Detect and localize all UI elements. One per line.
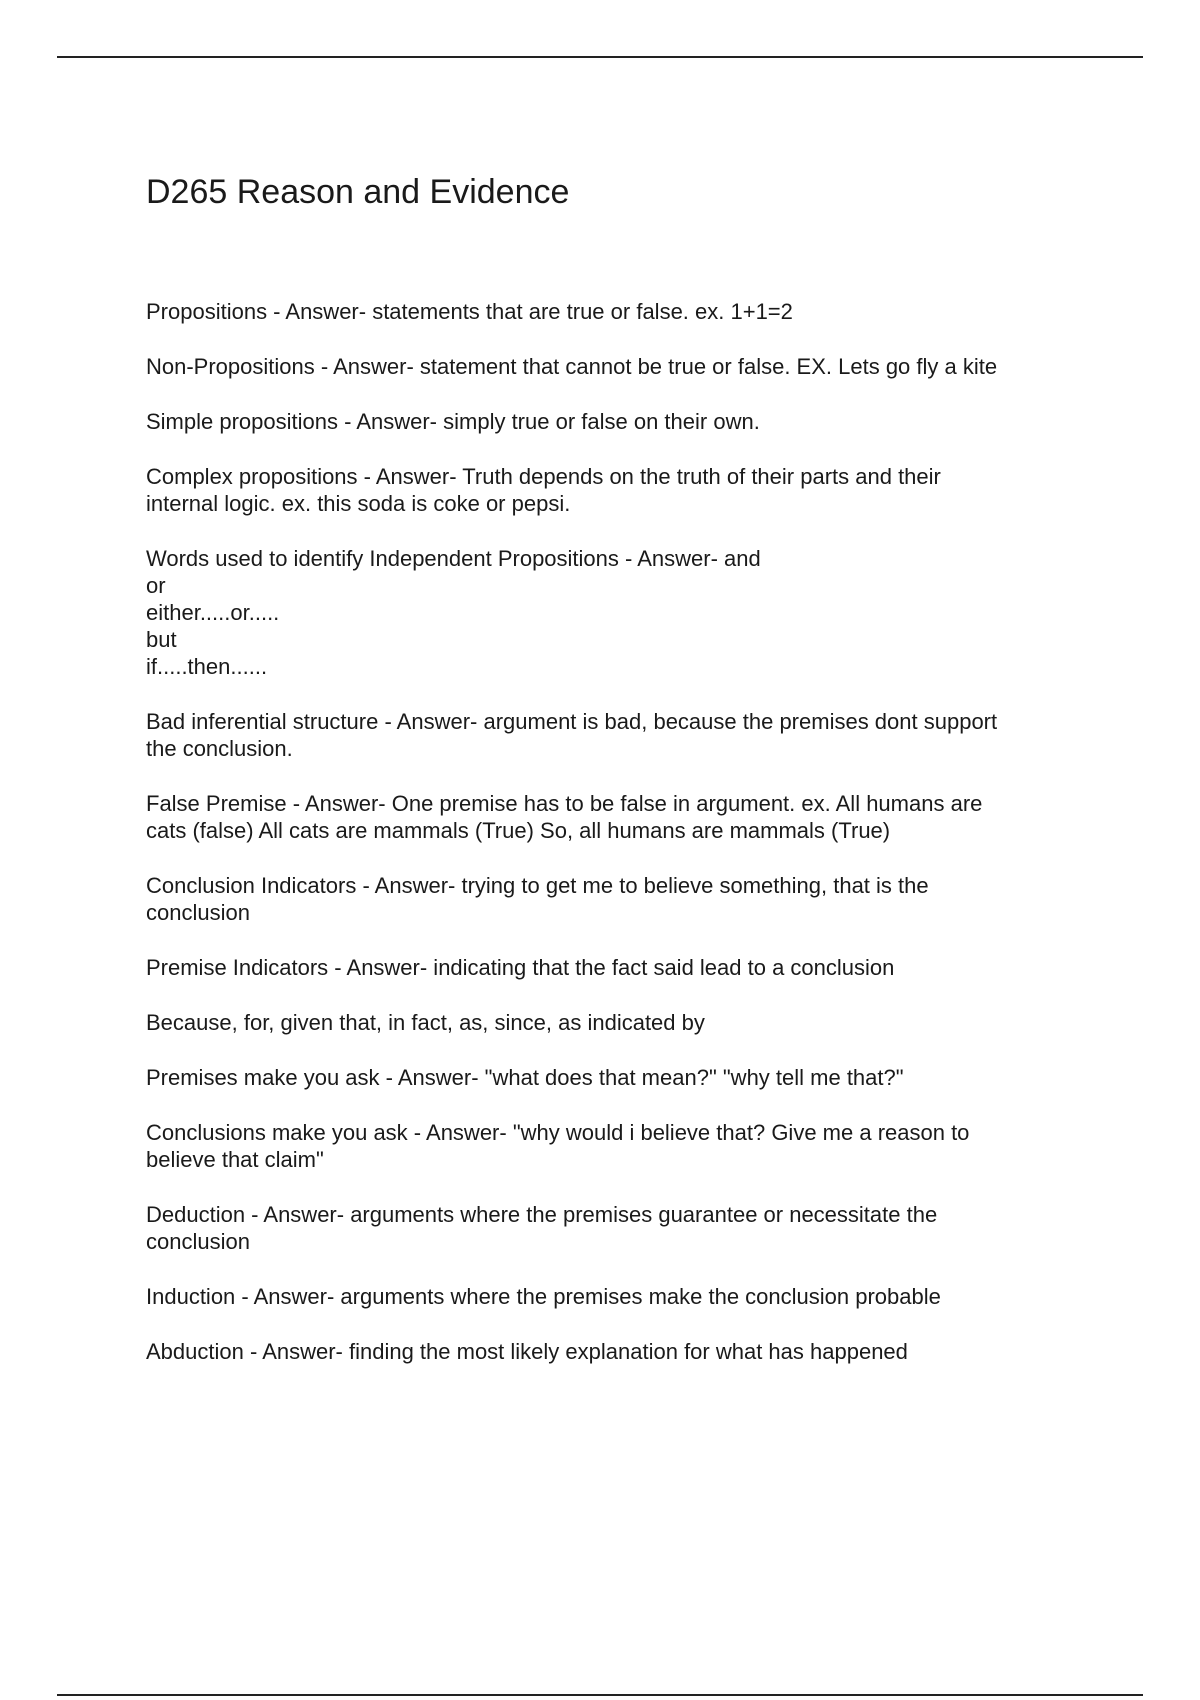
list-item-bad-inferential-structure: Bad inferential structure - Answer- argument is bad, because the premises dont support the conclusion. bbox=[146, 709, 998, 761]
list-item-complex-propositions: Complex propositions - Answer- Truth depends on the truth of their parts and their internal logic. ex. this soda is coke or pepsi. bbox=[146, 464, 941, 516]
list-item-propositions: Propositions - Answer- statements that are true or false. ex. 1+1=2 bbox=[146, 299, 793, 324]
list-item-non-propositions: Non-Propositions - Answer- statement that cannot be true or false. EX. Lets go fly a kite bbox=[146, 354, 998, 379]
list-item-premise-indicator-words: Because, for, given that, in fact, as, since, as indicated by bbox=[146, 1010, 705, 1035]
list-item-premise-indicators: Premise Indicators - Answer- indicating that the fact said lead to a conclusion bbox=[146, 955, 895, 980]
flashcard-list bbox=[146, 298, 1146, 1393]
bottom-divider bbox=[57, 1694, 1143, 1696]
list-item-simple-propositions: Simple propositions - Answer- simply true or false on their own. bbox=[146, 409, 760, 434]
list-item-conclusions-make-you-ask: Conclusions make you ask - Answer- "why would i believe that? Give me a reason to believe that claim" bbox=[146, 1120, 970, 1172]
list-item-abduction: Abduction - Answer- finding the most likely explanation for what has happened bbox=[146, 1339, 908, 1364]
list-item-deduction: Deduction - Answer- arguments where the premises guarantee or necessitate the conclusion bbox=[146, 1202, 938, 1254]
page-title: D265 Reason and Evidence bbox=[146, 173, 570, 211]
list-item-induction: Induction - Answer- arguments where the premises make the conclusion probable bbox=[146, 1284, 941, 1309]
list-item-conclusion-indicators: Conclusion Indicators - Answer- trying to get me to believe something, that is the conclusion bbox=[146, 873, 929, 925]
list-item-independent-proposition-words: Words used to identify Independent Propositions - Answer- and or either.....or..... but if.....then...... bbox=[146, 546, 761, 679]
list-item-premises-make-you-ask: Premises make you ask - Answer- "what does that mean?" "why tell me that?" bbox=[146, 1065, 904, 1090]
top-divider bbox=[57, 56, 1143, 58]
list-item-false-premise: False Premise - Answer- One premise has to be false in argument. ex. All humans are cats (false) All cats are mammals (True) So, all humans are mammals (True) bbox=[146, 791, 983, 843]
